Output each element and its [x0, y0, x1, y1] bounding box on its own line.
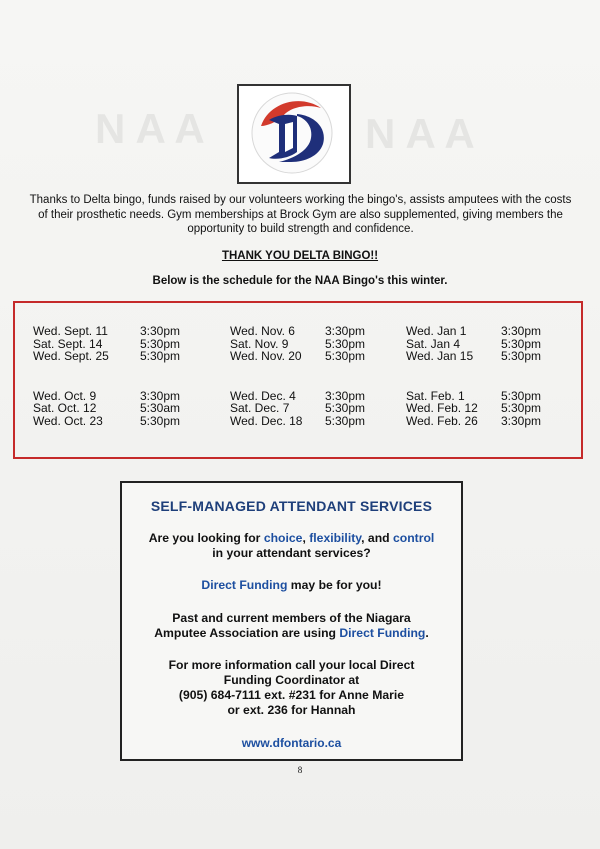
- schedule-time: 5:30pm: [501, 401, 542, 416]
- ad-question-line2: in your attendant services?: [212, 546, 371, 560]
- schedule-time: 5:30pm: [140, 413, 181, 428]
- schedule-date: Sat. Jan 4: [406, 336, 461, 351]
- schedule-entry: [230, 415, 395, 428]
- schedule-time: 5:30pm: [501, 349, 542, 364]
- schedule-date: Wed. Nov. 6: [230, 324, 295, 338]
- ad-title: SELF-MANAGED ATTENDANT SERVICES: [150, 498, 433, 514]
- ad-contact-info: [122, 658, 461, 718]
- schedule-time: 5:30pm: [325, 349, 366, 364]
- schedule-time: 5:30pm: [140, 349, 181, 364]
- bingo-schedule-box: [13, 301, 583, 459]
- schedule-date: Sat. Sept. 14: [33, 336, 103, 351]
- ad-question: [122, 531, 461, 561]
- schedule-date: Wed. Feb. 12: [406, 401, 478, 416]
- schedule-intro: Below is the schedule for the NAA Bingo's this winter.: [152, 275, 448, 287]
- schedule-date: Sat. Feb. 1: [406, 388, 465, 403]
- schedule-entry: [406, 325, 576, 338]
- ad-question-prefix: Are you looking for: [148, 531, 264, 545]
- schedule-date: Wed. Jan 15: [406, 349, 474, 364]
- ad-website-link[interactable]: www.dfontario.ca: [241, 736, 342, 750]
- schedule-entry: [33, 415, 218, 428]
- schedule-entry: [406, 415, 576, 428]
- schedule-time: 3:30pm: [325, 388, 366, 403]
- schedule-time: 5:30am: [140, 401, 181, 416]
- schedule-time: 5:30pm: [325, 413, 366, 428]
- ad-members-line1: Past and current members of the Niagara: [172, 611, 411, 625]
- schedule-time: 3:30pm: [501, 413, 542, 428]
- schedule-date: Wed. Jan 1: [406, 324, 467, 338]
- ad-phone-alt: or ext. 236 for Hannah: [227, 703, 356, 717]
- schedule-date: Sat. Oct. 12: [33, 401, 97, 416]
- ad-info-line1: For more information call your local Direct: [168, 658, 415, 672]
- ad-members-direct-funding: Direct Funding: [339, 626, 426, 640]
- schedule-entry: [33, 325, 218, 338]
- schedule-time: 3:30pm: [140, 388, 181, 403]
- schedule-date: Wed. Oct. 9: [33, 388, 97, 403]
- ad-direct-funding-term: Direct Funding: [201, 578, 288, 592]
- ad-phone[interactable]: (905) 684-7111 ext. #231 for Anne Marie: [178, 688, 405, 702]
- schedule-date: Wed. Oct. 23: [33, 413, 103, 428]
- schedule-date: Wed. Feb. 26: [406, 413, 478, 428]
- bleed-through-decoration: N A A: [365, 110, 475, 157]
- schedule-column-1: [33, 325, 218, 428]
- schedule-entry: [230, 350, 395, 363]
- schedule-column-3: [406, 325, 576, 428]
- schedule-date: Wed. Sept. 11: [33, 324, 108, 338]
- bleed-through-decoration: N A A: [95, 105, 205, 152]
- schedule-time: 3:30pm: [140, 324, 181, 338]
- schedule-date: Wed. Nov. 20: [230, 349, 302, 364]
- ad-members-dot: .: [425, 626, 429, 640]
- schedule-time: 3:30pm: [325, 324, 366, 338]
- ad-members-text: [122, 611, 461, 641]
- delta-d-icon: [239, 86, 345, 178]
- ad-direct-funding-rest: may be for you!: [287, 578, 382, 592]
- schedule-time: 5:30pm: [140, 336, 181, 351]
- ad-and: , and: [361, 531, 393, 545]
- ad-direct-funding-line: [122, 578, 461, 593]
- ad-flexibility: flexibility: [309, 531, 362, 545]
- ad-choice: choice: [263, 531, 303, 545]
- schedule-column-2: [230, 325, 395, 428]
- thank-you-heading: THANK YOU DELTA BINGO!!: [221, 250, 379, 262]
- schedule-date: Wed. Dec. 18: [230, 413, 303, 428]
- ad-control: control: [392, 531, 435, 545]
- ad-info-line2: Funding Coordinator at: [223, 673, 360, 687]
- schedule-date: Wed. Dec. 4: [230, 388, 296, 403]
- attendant-services-ad: [120, 481, 463, 761]
- schedule-time: 5:30pm: [501, 388, 542, 403]
- schedule-entry: [33, 350, 218, 363]
- schedule-date: Wed. Sept. 25: [33, 349, 109, 364]
- schedule-time: 3:30pm: [501, 324, 542, 338]
- delta-bingo-logo: [237, 84, 351, 184]
- ad-members-line2: Amputee Association are using: [154, 626, 340, 640]
- schedule-entry: [230, 325, 395, 338]
- schedule-entry: [406, 350, 576, 363]
- schedule-time: 5:30pm: [325, 336, 366, 351]
- schedule-time: 5:30pm: [501, 336, 542, 351]
- schedule-time: 5:30pm: [325, 401, 366, 416]
- page-number: 8: [297, 765, 303, 775]
- schedule-date: Sat. Nov. 9: [230, 336, 289, 351]
- schedule-date: Sat. Dec. 7: [230, 401, 290, 416]
- intro-paragraph: Thanks to Delta bingo, funds raised by our volunteers working the bingo's, assists amputees with the costs of their prosthetic needs. Gym memberships at Brock Gym are also supplemented, giving members the opportunity to build strength and confidence.: [29, 194, 572, 235]
- ad-comma: ,: [302, 531, 310, 545]
